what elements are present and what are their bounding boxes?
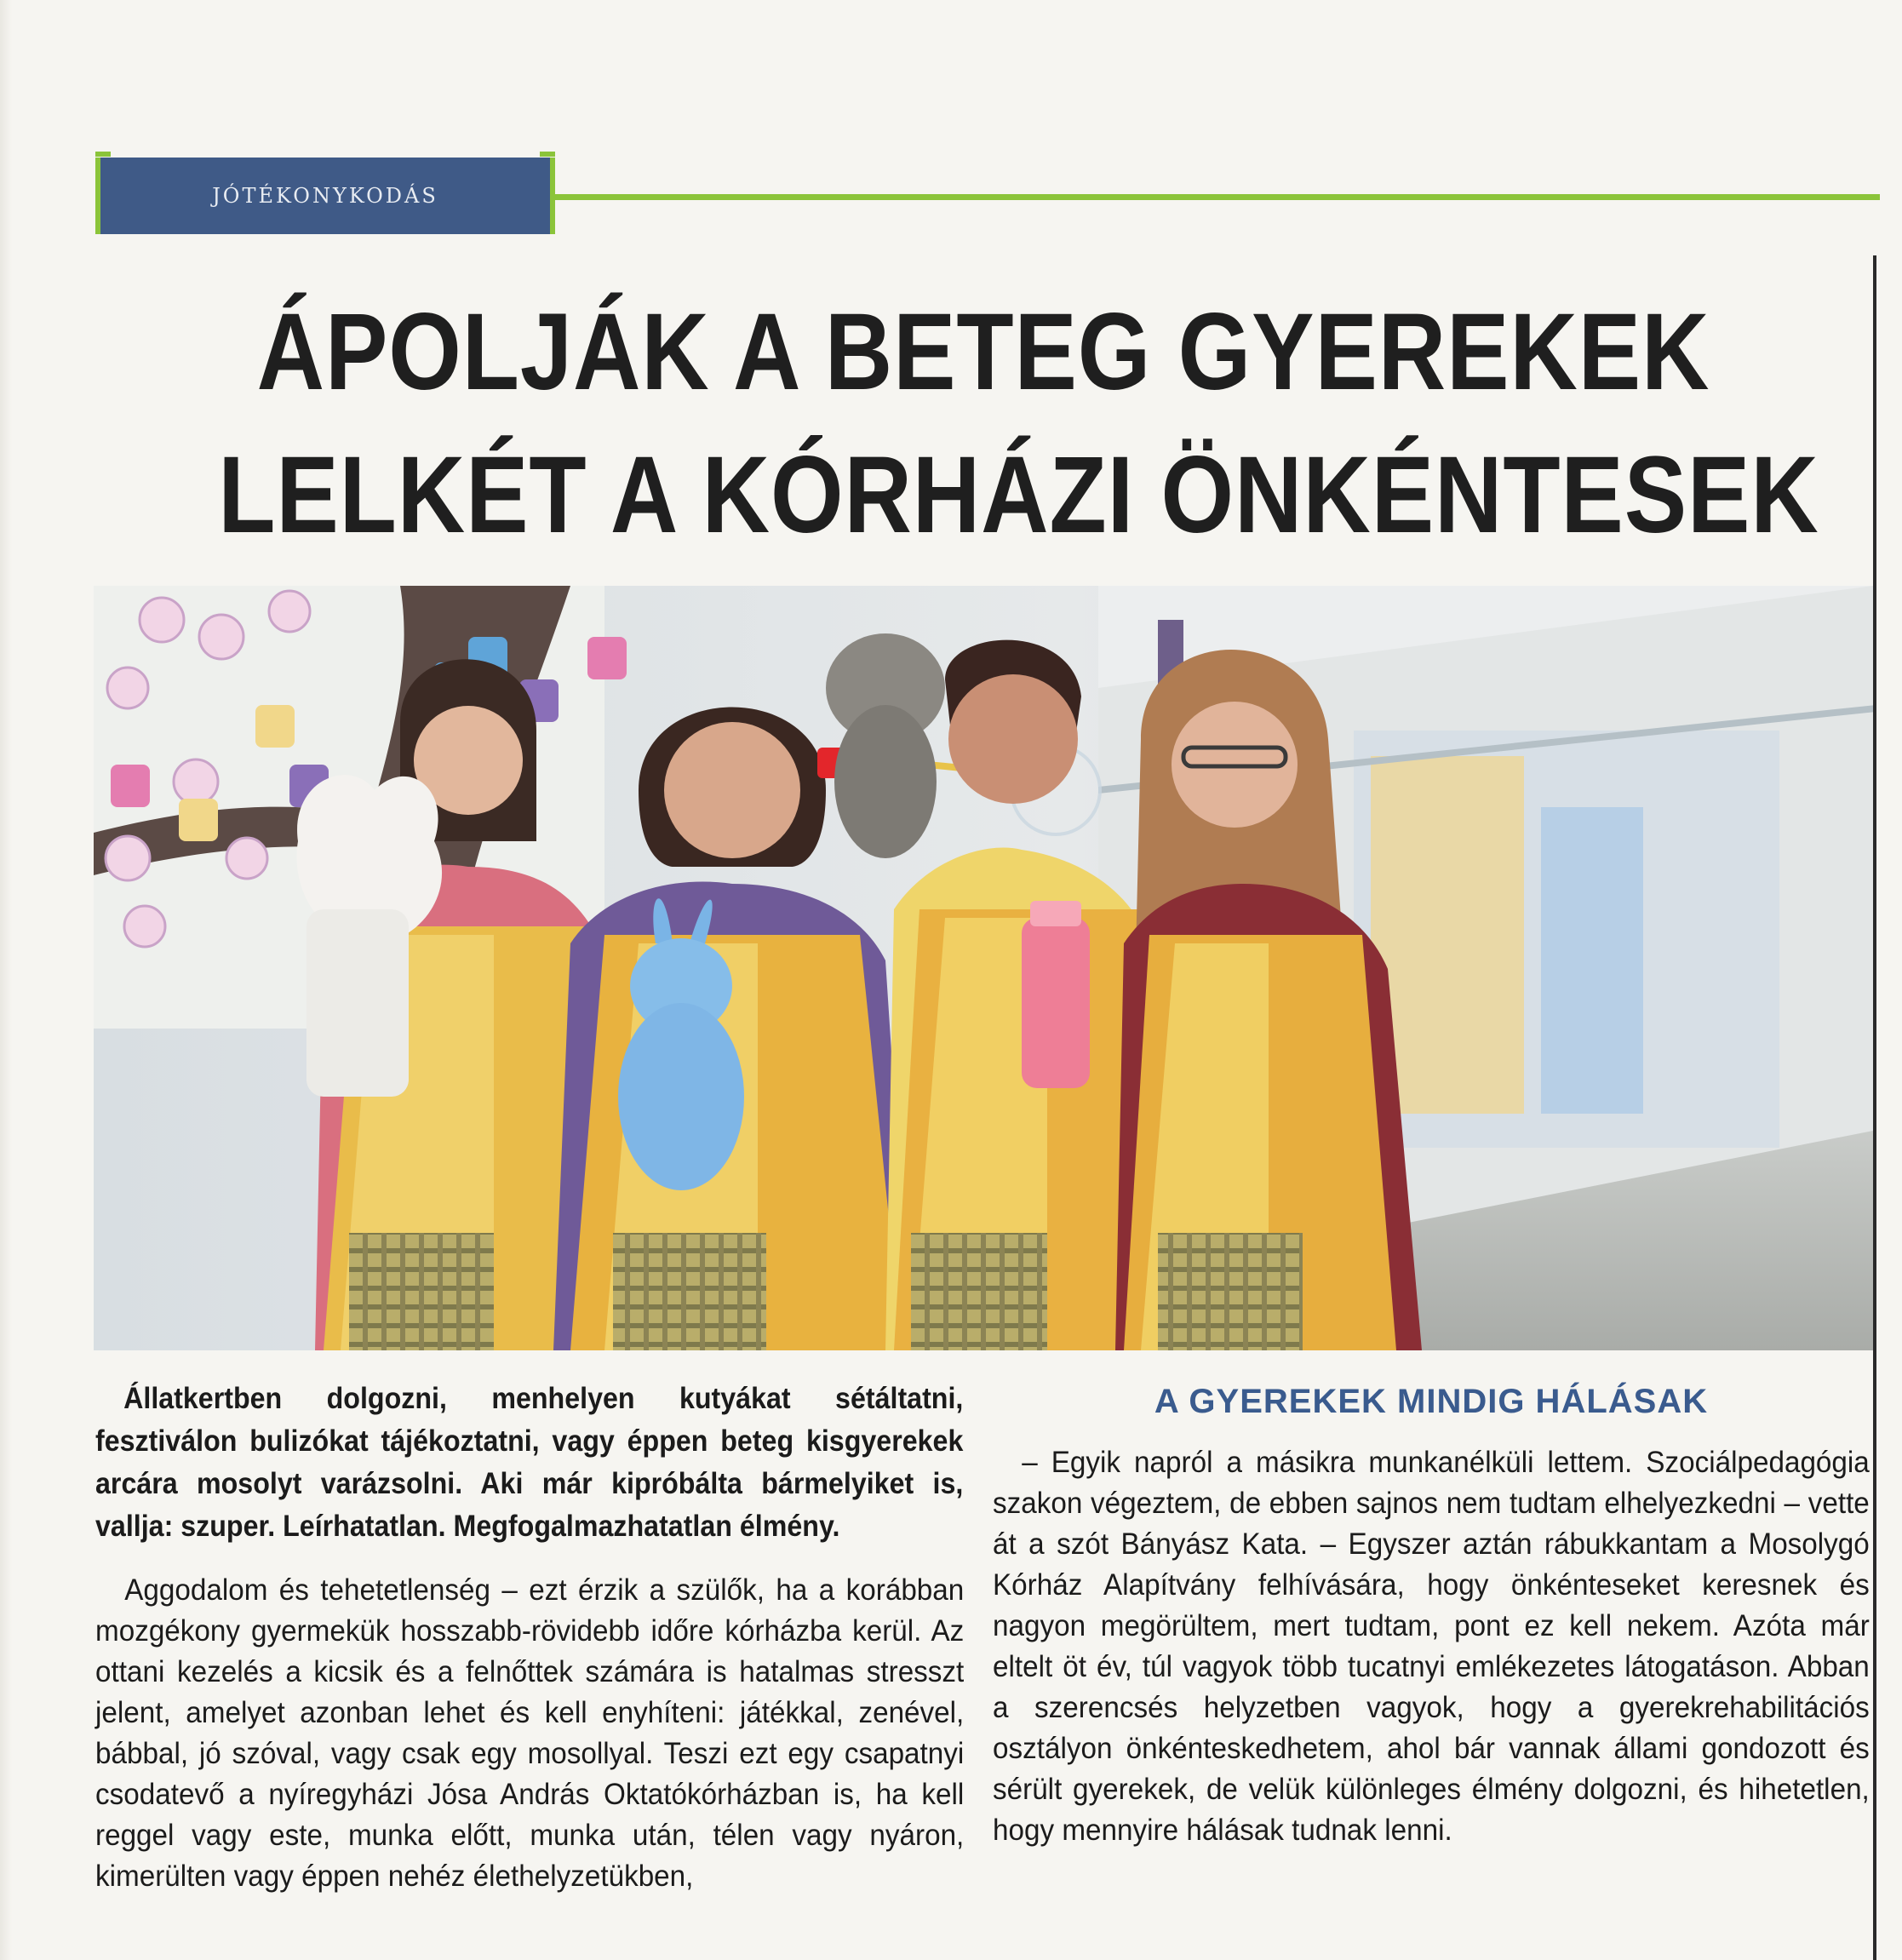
article-lead: Állatkertben dolgozni, menhelyen kutyákat sétáltatni, fesztiválon bulizókat tájékoztatni, vagy éppen beteg kisgyerekek arcára mosolyt varázsolni. Aki már kipróbálta bármelyiket is, vallja: szuper. Leírhatatlan. Megfogalmazhatatlan élmény. — [95, 1382, 964, 1543]
section-rule — [555, 194, 1880, 200]
headline — [218, 281, 1819, 567]
column-rule — [1873, 255, 1876, 1960]
article-body-left: Aggodalom és tehetetlenség – ezt érzik a szülők, ha a korábban mozgékony gyermekük hosszabb-rövidebb időre kórházba kerül. Az ottani kezelés a kicsik és a felnőttek számára is hatalmas stresszt jelent, amelyet azonban lehet és kell enyhíteni: játékkal, zenével, bábbal, jó szóval, vagy csak egy mosollyal. Teszi ezt egy csapatnyi csodatevő a nyíregyházi Jósa András Oktatókórházban is, ha kell reggel vagy este, munka előtt, munka után, télen vagy nyáron, kimerülten vagy éppen nehéz élethelyzetükben, — [95, 1573, 965, 1893]
section-tag-label: JÓTÉKONYKODÁS — [212, 184, 438, 208]
headline-line-1: ÁPOLJÁK A BETEG GYEREKEK — [256, 291, 1710, 413]
tag-bracket-right — [540, 152, 555, 157]
article-column-right — [993, 1378, 1870, 1851]
paper-edge — [0, 0, 12, 1960]
article-subhead: A GYEREKEK MINDIG HÁLÁSAK — [1154, 1383, 1709, 1420]
headline-line-2: LELKÉT A KÓRHÁZI ÖNKÉNTESEK — [218, 434, 1819, 556]
article-column-left — [95, 1378, 964, 1897]
tag-bracket-left — [95, 152, 111, 157]
article-body-right: – Egyik napról a másikra munkanélküli lettem. Szociálpedagógia szakon végeztem, de ebben sajnos nem tudtam elhelyezkedni – vette át a szót Bányász Kata. – Egyszer aztán rábukkantam a Mosolygó Kórház Alapítvány felhívására, hogy önkénteseket keresnek és nagyon megörültem, mert tudtam, pont ez kell nekem. Azóta már eltelt öt év, túl vagyok több tucatnyi emlékezetes látogatáson. Abban a szerencsés helyzetben vagyok, hogy a gyerekrehabilitációs osztályon önkénteskedhetem, ahol bár vannak állami gondozott és sérült gyerekek, de velük különleges élmény dolgozni, és hihetetlen, hogy mennyire hálásak tudnak lenni. — [993, 1446, 1870, 1847]
section-tag — [95, 158, 555, 234]
photo-icon — [94, 586, 1873, 1350]
article-photo — [94, 586, 1873, 1350]
